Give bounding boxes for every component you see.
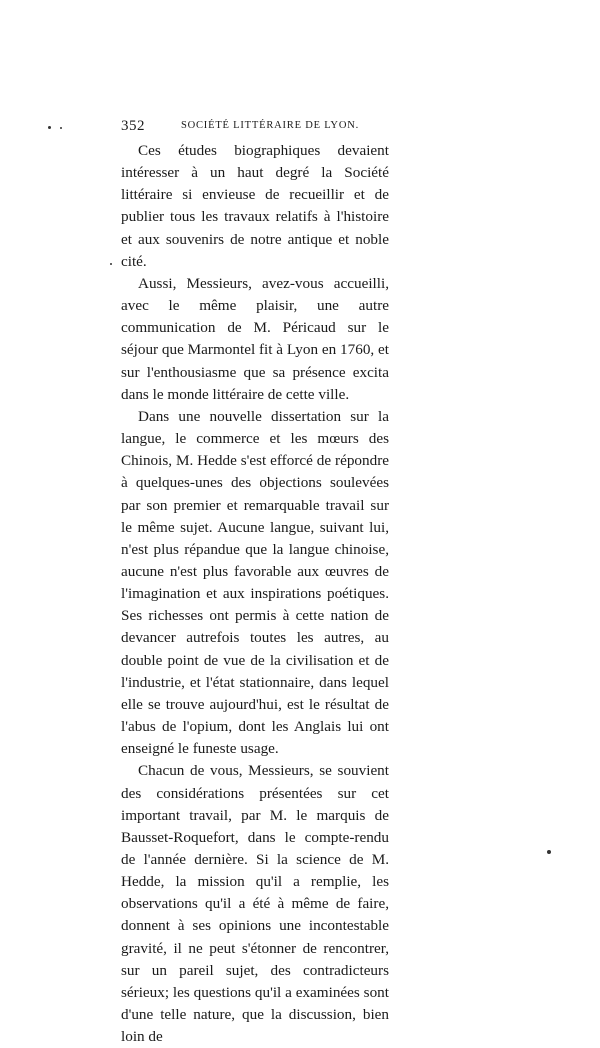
paragraph-chinese-dissertation: Dans une nouvelle dissertation sur la langue, le commerce et les mœurs des Chinois, M. Hedde s'est efforcé de répondre à quelques-unes des objections soulevées par son premier et remarquable travail sur le même sujet. Aucune langue, suivant lui, n'est plus répandue que la langue chinoise, aucune n'est plus favorable aux œuvres de l'imagination et aux inspirations poétiques. Ses richesses ont permis à cette nation de devancer autrefois toutes les autres, au double point de vue de la civilisation et de l'industrie, et l'état stationnaire, dans lequel elle se trouve aujourd'hui, est le résultat de l'abus de l'opium, dont les Anglais lui ont enseigné le funeste usage. (121, 407, 389, 758)
page-header (121, 118, 389, 134)
body-text (121, 140, 389, 1048)
paragraph-considerations: Chacun de vous, Messieurs, se souvient des considérations présentées sur cet important travail, par M. le marquis de Bausset-Roquefort, dans le compte-rendu de l'année dernière. Si la science de M. Hedde, la mission qu'il a remplie, les observations qu'il a été à même de faire, donnent à ses opinions une incontestable gravité, il ne peut s'étonner de rencontrer, sur un pareil sujet, des contradicteurs sérieux; les questions qu'il a examinées sont d'une telle nature, que la discussion, bien loin de (121, 762, 389, 1046)
page-number: 352 (121, 118, 145, 134)
paragraph-marmontel: Aussi, Messieurs, avez-vous accueilli, avec le même plaisir, une autre communication de M. Péricaud sur le séjour que Marmontel fit à Lyon en 1760, et sur l'enthousiasme que sa présence excita dans le monde littéraire de cette ville. (121, 274, 389, 403)
paragraph-biographical-studies: Ces études biographiques devaient intéresser à un haut degré la Société littéraire si envieuse de recueillir et de publier tous les travaux relatifs à l'histoire et aux souvenirs de notre antique et noble cité. (121, 142, 389, 270)
ink-speck (547, 850, 551, 854)
ink-speck (48, 126, 51, 129)
ink-speck (60, 127, 62, 129)
ink-speck (110, 263, 112, 265)
running-head: SOCIÉTÉ LITTÉRAIRE DE LYON. (180, 120, 360, 131)
